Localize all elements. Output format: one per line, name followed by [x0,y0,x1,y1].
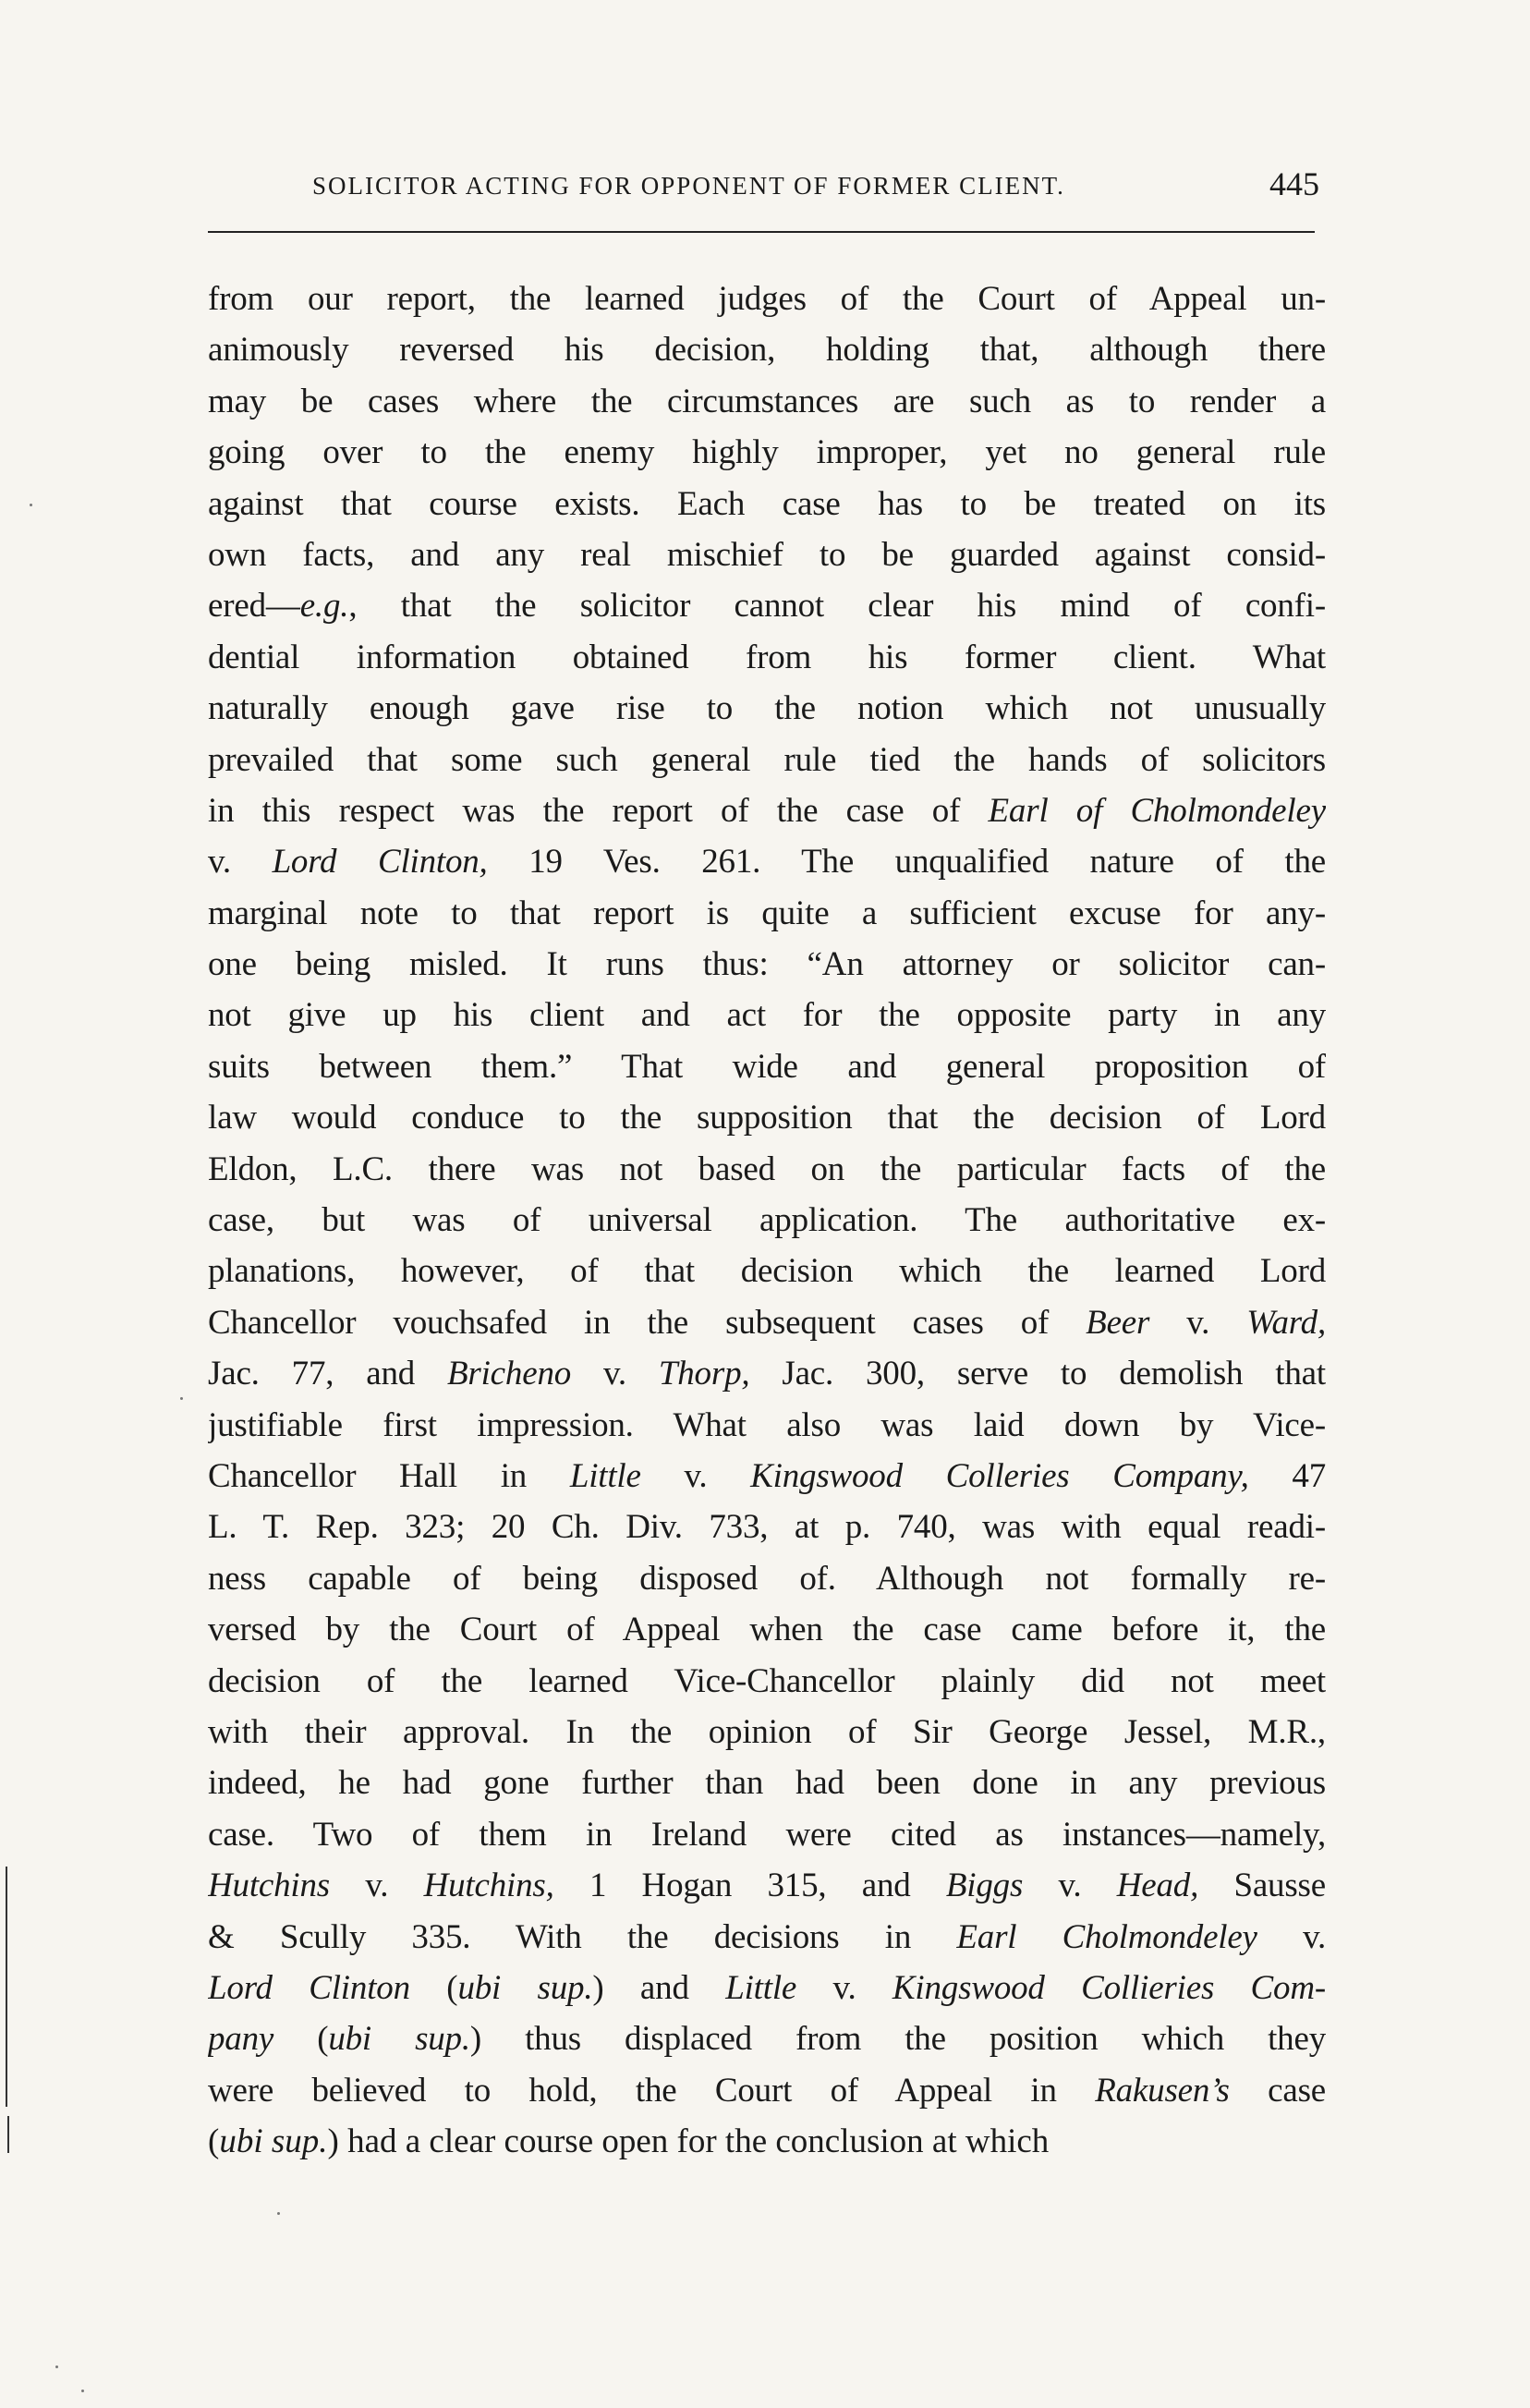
text-line [208,836,1326,887]
text-line [208,529,1326,580]
italic-citation: Ward, [1246,1303,1326,1342]
text-line [208,1451,1326,1502]
text-segment: Chancellor Hall in [208,1456,570,1495]
text-segment: own facts, and any real mischief to be guarded against consid- [208,535,1326,574]
text-line [208,274,1326,324]
italic-citation: e.g. [299,587,349,626]
text-line [208,1041,1326,1092]
text-line [208,2065,1326,2116]
text-line [208,1553,1326,1604]
text-segment: ( [273,2020,329,2059]
scan-edge-mark [6,1867,7,2107]
italic-citation: Hutchins, [423,1867,554,1905]
text-line [208,1297,1326,1348]
text-segment: from our report, the learned judges of the Court of Appeal un- [208,280,1326,318]
text-line [208,1246,1326,1296]
text-segment: animously reversed his decision, holding that, although there [208,331,1326,370]
text-line [208,376,1326,427]
text-line [208,632,1326,683]
text-segment: 1 Hogan 315, and [553,1867,946,1905]
text-segment: ) and [592,1968,726,2007]
text-segment: versed by the Court of Appeal when the case came before it, the [208,1611,1326,1649]
text-line [208,1604,1326,1655]
italic-citation: Hutchins [208,1867,331,1905]
text-line [208,735,1326,785]
italic-citation: ubi sup. [457,1968,593,2007]
text-line [208,1707,1326,1757]
scan-speck [30,504,32,506]
text-segment: Jac. 300, serve to demolish that [749,1355,1326,1393]
italic-citation: Lord Clinton [208,1968,410,2007]
italic-citation: Beer [1086,1303,1150,1342]
text-segment: v. [796,1968,892,2007]
text-segment: suits between them.” That wide and general proposition of [208,1047,1326,1086]
text-line [208,785,1326,836]
text-segment: Chancellor vouchsafed in the subsequent cases of [208,1303,1087,1342]
text-line [208,1912,1326,1963]
text-segment: justifiable first impression. What also was laid down by Vice- [208,1405,1326,1444]
text-segment: v. [330,1867,424,1905]
text-segment: case [1229,2071,1326,2110]
text-segment: v. [640,1456,751,1495]
text-segment: prevailed that some such general rule tied the hands of solicitors [208,740,1326,779]
text-line [208,939,1326,990]
text-segment: decision of the learned Vice-Chancellor plainly did not meet [208,1661,1326,1700]
text-line [208,1656,1326,1707]
text-segment: v. [1023,1867,1117,1905]
text-line [208,580,1326,631]
italic-citation: Head, [1116,1867,1199,1905]
text-segment: case, but was of universal application. The authoritative ex- [208,1201,1326,1240]
text-line [208,479,1326,529]
italic-citation: Rakusen’s [1095,2071,1230,2110]
text-segment: marginal note to that report is quite a sufficient excuse for any- [208,894,1326,932]
text-segment: v. [1149,1303,1247,1342]
text-line [208,1757,1326,1808]
text-segment: planations, however, of that decision which the learned Lord [208,1252,1326,1291]
scan-edge-mark [7,2116,9,2153]
text-segment: were believed to hold, the Court of Appeal in [208,2071,1096,2110]
text-segment: ) thus displaced from the position which they [469,2020,1326,2059]
scan-speck [81,2390,84,2392]
italic-citation: pany [208,2020,274,2059]
text-segment: going over to the enemy highly improper, yet no general rule [208,433,1326,472]
text-segment: Eldon, L.C. there was not based on the particular facts of the [208,1149,1326,1188]
text-segment: v. [208,843,273,882]
text-segment: case. Two of them in Ireland were cited as instances—namely, [208,1815,1326,1854]
italic-citation: Earl Cholmondeley [956,1917,1257,1956]
text-segment: Sausse [1198,1867,1326,1905]
text-segment: 47 [1248,1456,1326,1495]
text-segment: law would conduce to the supposition that the decision of Lord [208,1099,1326,1137]
text-segment: 19 Ves. 261. The unqualified nature of the [487,843,1326,882]
text-line [208,1348,1326,1399]
text-segment: against that course exists. Each case has to be treated on its [208,484,1326,523]
italic-citation: Kingswood Collieries Com- [892,1968,1326,2007]
text-line [208,1195,1326,1246]
italic-citation: ubi sup. [328,2020,470,2059]
text-line [208,683,1326,734]
text-segment: indeed, he had gone further than had been done in any previous [208,1764,1326,1803]
text-line [208,427,1326,478]
text-line [208,324,1326,375]
text-line [208,1400,1326,1451]
text-segment: may be cases where the circumstances are such as to render a [208,382,1326,420]
italic-citation: Thorp, [658,1355,750,1393]
text-segment: with their approval. In the opinion of Sir George Jessel, M.R., [208,1712,1326,1751]
text-segment: Jac. 77, and [208,1355,447,1393]
text-segment: L. T. Rep. 323; 20 Ch. Div. 733, at p. 740, was with equal readi- [208,1508,1326,1547]
text-line [208,1092,1326,1143]
italic-citation: Lord Clinton, [272,843,488,882]
text-segment: v. [571,1355,659,1393]
italic-citation: Kingswood Colleries Company, [750,1456,1249,1495]
running-head [312,164,1319,211]
scan-speck [55,2365,58,2368]
text-line [208,1963,1326,2013]
text-segment: naturally enough gave rise to the notion which not unusually [208,689,1326,728]
text-segment: not give up his client and act for the opposite party in any [208,996,1326,1035]
text-line [208,888,1326,939]
text-segment: v. [1257,1917,1326,1956]
text-segment: & Scully 335. With the decisions in [208,1917,957,1956]
text-segment: ered— [208,587,300,626]
text-segment: ness capable of being disposed of. Although not formally re- [208,1559,1326,1598]
italic-citation: Little [725,1968,797,2007]
body-text [208,274,1326,2167]
text-segment: ) had a clear course open for the conclusion at which [327,2122,1050,2161]
italic-citation: Little [569,1456,641,1495]
running-title: SOLICITOR ACTING FOR OPPONENT OF FORMER CLIENT. [312,172,1065,200]
italic-citation: Earl of Cholmondeley [988,791,1326,830]
italic-citation: Bricheno [446,1355,572,1393]
text-line [208,1809,1326,1860]
text-line [208,2116,1326,2167]
header-rule [208,231,1315,233]
scan-speck [180,1397,183,1400]
text-segment: , that the solicitor cannot clear his mind of confi- [348,587,1326,626]
text-segment: ( [409,1968,458,2007]
text-segment: one being misled. It runs thus: “An attorney or solicitor can- [208,945,1326,984]
text-segment: ( [208,2122,220,2161]
text-line [208,2013,1326,2064]
page-number: 445 [1269,165,1319,202]
scan-speck [277,2212,280,2215]
text-line [208,1144,1326,1195]
text-line [208,990,1326,1040]
text-line [208,1860,1326,1911]
italic-citation: ubi sup. [219,2122,328,2161]
text-segment: in this respect was the report of the case of [208,791,989,830]
text-line [208,1502,1326,1552]
text-segment: dential information obtained from his former client. What [208,638,1326,676]
italic-citation: Biggs [945,1867,1024,1905]
